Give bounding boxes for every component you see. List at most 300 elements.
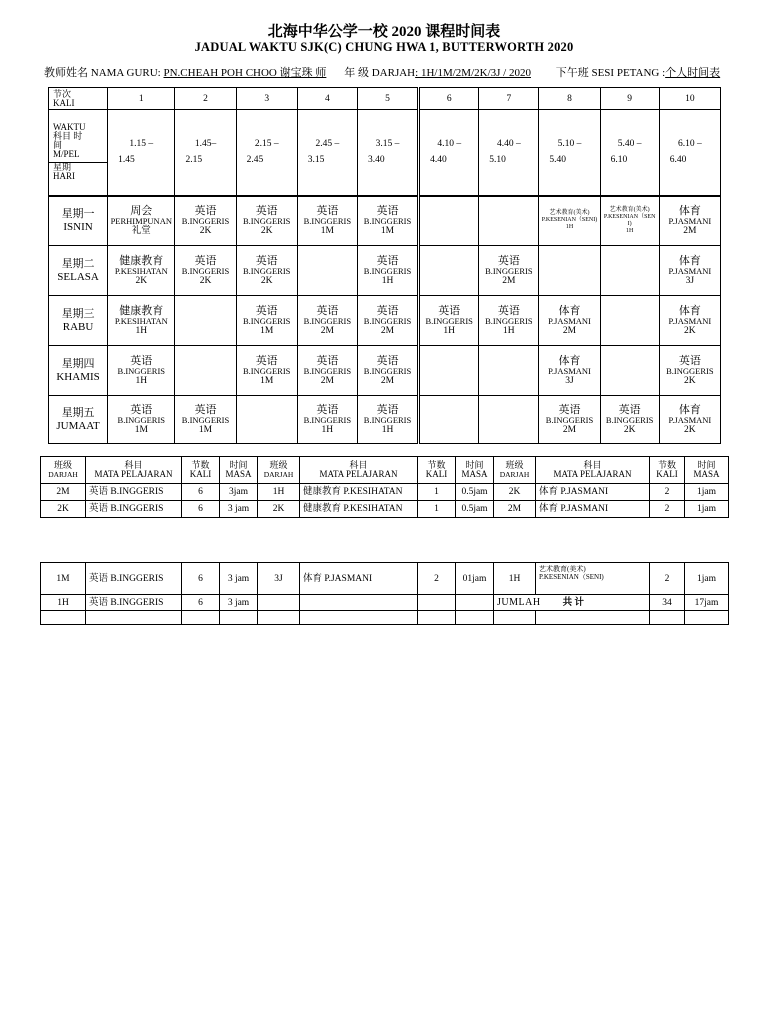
class-name: 2K (135, 275, 148, 286)
lesson-cell (600, 296, 659, 346)
subject-cn: 体育 (678, 304, 701, 317)
subject-cn: 体育 (558, 354, 581, 367)
lesson-cell (539, 346, 600, 396)
darjah-label: 年 级 DARJAH (344, 67, 416, 79)
time-start: 1.15 – (129, 139, 154, 150)
empty-cell (456, 611, 494, 625)
class-name: 1H (135, 325, 148, 336)
total-label-cell (494, 595, 650, 611)
lesson-cell (108, 246, 175, 296)
empty-cell (685, 611, 729, 625)
subject-my: B.INGGERIS (303, 315, 352, 326)
header-masa (220, 457, 258, 484)
header-class-cn: 班级 (505, 460, 524, 470)
lesson-cell (175, 246, 236, 296)
period-time (659, 110, 720, 196)
summary-subject: 体育 P.JASMANI (300, 563, 418, 595)
lesson-cell (659, 296, 720, 346)
lesson-cell (659, 346, 720, 396)
subject-cn: 英语 (497, 254, 520, 267)
subject-my: P.JASMANI (668, 215, 712, 226)
mpel-label: M/PEL (53, 149, 80, 160)
lesson-cell (297, 196, 357, 246)
subject-cn: 体育 (678, 403, 701, 416)
summary-row (41, 563, 729, 595)
class-name: 2M (380, 375, 395, 386)
class-name: 2K (199, 225, 212, 236)
subject-my: B.INGGERIS (242, 215, 291, 226)
darjah-value: : 1H/1M/2M/2K/3J / 2020 (415, 67, 531, 79)
summary-kali: 2 (650, 501, 685, 518)
lesson-cell (539, 196, 600, 246)
class-name: 2K (684, 325, 696, 336)
subject-cn: 英语 (194, 204, 217, 217)
subject-cn: 英语 (255, 204, 278, 217)
summary-masa: 0.5jam (456, 484, 494, 501)
header-subject (300, 457, 418, 484)
summary-row (41, 484, 729, 501)
day-row (49, 296, 721, 346)
subject-my: B.INGGERIS (425, 315, 473, 326)
lesson-cell (479, 296, 539, 346)
class-name: 2M (562, 325, 577, 336)
empty-cell (418, 611, 456, 625)
waktu-label: WAKTU (53, 122, 86, 133)
subject-cn: 英语 (194, 403, 217, 416)
subject-cn: 英语 (376, 403, 399, 416)
lesson-cell (539, 396, 600, 444)
day-my: JUMAAT (56, 419, 100, 432)
time-end: 6.40 (669, 155, 687, 166)
header-kali-my: KALI (656, 469, 678, 479)
header-subject-cn: 科目 (349, 460, 368, 470)
header-masa (456, 457, 494, 484)
subject-my: B.INGGERIS (485, 315, 533, 326)
kemu-label: 科目 时 (53, 131, 83, 142)
header-subject-my: MATA PELAJARAN (319, 469, 398, 479)
subject-my: B.INGGERIS (181, 414, 230, 425)
total-label: JUMLAH (497, 596, 541, 608)
header-kali-cn: 节数 (191, 460, 210, 470)
subject-my: B.INGGERIS (363, 265, 412, 276)
subject-my: P.JASMANI (668, 414, 712, 425)
header-class (494, 457, 536, 484)
summary-class: 1H (494, 563, 536, 595)
lesson-cell (419, 396, 479, 444)
summary-class: 2M (41, 484, 86, 501)
header-subject-my: MATA PELAJARAN (553, 469, 632, 479)
subject-my: B.INGGERIS (303, 414, 352, 425)
subject-cn: 艺术教育(美术) (549, 210, 590, 217)
summary-masa: 3jam (220, 484, 258, 501)
empty-cell (494, 611, 536, 625)
lesson-cell (419, 246, 479, 296)
subject-my: B.INGGERIS (303, 365, 352, 376)
summary-masa: 1jam (685, 484, 729, 501)
class-name: 3J (565, 375, 574, 386)
header-subject-cn: 科目 (583, 460, 602, 470)
subject-my: P.KESIHATAN (114, 265, 168, 276)
header-masa-cn: 时间 (229, 460, 248, 470)
summary-class: 2K (41, 501, 86, 518)
class-name: 2K (684, 375, 696, 386)
period-9: 9 (600, 88, 659, 110)
summary-kali: 6 (182, 501, 220, 518)
day-cn: 星期三 (61, 307, 95, 320)
class-name: 1M (380, 225, 395, 236)
empty-cell (650, 611, 685, 625)
subject-cn: 英语 (255, 254, 278, 267)
class-name: 2K (260, 225, 273, 236)
period-time (419, 110, 479, 196)
lesson-cell (419, 296, 479, 346)
period-6: 6 (419, 88, 479, 110)
lesson-cell (600, 246, 659, 296)
time-start: 3.15 – (375, 139, 400, 150)
subject-my: B.INGGERIS (605, 414, 654, 425)
lesson-cell (419, 196, 479, 246)
kemu-label-2: 间 (53, 140, 63, 151)
subject-my: B.INGGERIS (117, 414, 166, 425)
lesson-cell (479, 346, 539, 396)
summary-masa: 01jam (456, 563, 494, 595)
summary-class: 2K (258, 501, 300, 518)
day-cn: 星期四 (61, 357, 95, 370)
class-name: 3J (685, 275, 695, 286)
subject-my: P.KESENIAN（SENI) (603, 213, 656, 227)
subject-cn: 英语 (618, 403, 641, 416)
class-name: 1H (135, 375, 148, 386)
subject-cn: 英语 (316, 403, 339, 416)
class-name: 1H (625, 227, 634, 234)
class-name: 1M (260, 325, 274, 336)
lesson-cell (108, 396, 175, 444)
subject-my: B.INGGERIS (181, 215, 230, 226)
class-name: 1M (260, 375, 274, 386)
summary-subject: 英语 B.INGGERIS (86, 501, 182, 518)
header-subject-cn: 科目 (124, 460, 143, 470)
session-label: 下午班 SESI PETANG : (555, 67, 666, 79)
time-start: 4.10 – (437, 139, 462, 150)
subject-cn: 英语 (316, 354, 339, 367)
subject-my: B.INGGERIS (666, 365, 714, 376)
summary-class: 1H (41, 595, 86, 611)
subject-my: B.INGGERIS (545, 414, 594, 425)
subject-cn: 英语 (376, 354, 399, 367)
class-name: 2M (683, 225, 697, 236)
summary-kali (418, 595, 456, 611)
time-end: 5.40 (549, 155, 567, 166)
subject-my: B.INGGERIS (485, 265, 533, 276)
lesson-cell (357, 296, 418, 346)
subject-cn: 艺术教育(美术) (609, 206, 650, 213)
summary-class: 1H (258, 484, 300, 501)
subject-my: B.INGGERIS (242, 315, 291, 326)
header-kali-my: KALI (189, 469, 212, 479)
lesson-cell (108, 196, 175, 246)
subject-my: B.INGGERIS (363, 215, 412, 226)
header-kali (650, 457, 685, 484)
class-name: 2M (380, 325, 395, 336)
class-name: 1H (381, 424, 394, 435)
header-kali (418, 457, 456, 484)
lesson-cell (357, 396, 418, 444)
time-end: 3.15 (307, 155, 325, 166)
subject-cn: 体育 (558, 304, 581, 317)
lesson-cell (175, 196, 236, 246)
header-masa-cn: 时间 (697, 460, 716, 470)
summary-kali: 1 (418, 501, 456, 518)
day-cell (49, 246, 108, 296)
lesson-cell (659, 196, 720, 246)
lesson-cell (600, 196, 659, 246)
subject-my: P.KESENIAN（SENI) (539, 573, 604, 581)
summary-subject: 英语 B.INGGERIS (86, 563, 182, 595)
day-my: KHAMIS (56, 370, 100, 383)
info-line (44, 64, 734, 80)
summary-class (258, 595, 300, 611)
summary-masa: 3 jam (220, 595, 258, 611)
lesson-cell (479, 396, 539, 444)
hari-label: HARI (53, 171, 75, 182)
subject-my: P.JASMANI (548, 315, 591, 326)
subject-cn: 英语 (255, 354, 278, 367)
period-time (357, 110, 418, 196)
lesson-cell (539, 296, 600, 346)
lesson-cell (175, 396, 236, 444)
header-class-my: DARJAH (263, 470, 294, 479)
period-2: 2 (175, 88, 236, 110)
summary-kali: 2 (418, 563, 456, 595)
timetable (48, 87, 721, 444)
header-masa (685, 457, 729, 484)
class-name: 礼堂 (131, 225, 151, 236)
summary-subject: 健康教育 P.KESIHATAN (300, 484, 418, 501)
title-chinese: 北海中华公学一校 2020 课程时间表 (267, 24, 501, 40)
header-kali (182, 457, 220, 484)
period-7: 7 (479, 88, 539, 110)
lesson-cell (357, 346, 418, 396)
subject-my: B.INGGERIS (242, 365, 291, 376)
summary-kali: 2 (650, 563, 685, 595)
day-row (49, 346, 721, 396)
lesson-cell (297, 396, 357, 444)
period-10: 10 (659, 88, 720, 110)
header-masa-my: MASA (461, 469, 488, 479)
day-cell (49, 346, 108, 396)
summary-table (40, 456, 729, 518)
header-kali-my: KALI (425, 469, 448, 479)
day-cn: 星期五 (61, 406, 95, 419)
period-time (236, 110, 297, 196)
lesson-cell (297, 296, 357, 346)
teacher-value: PN.CHEAH POH CHOO 谢宝珠 师 (163, 67, 327, 79)
lesson-cell (479, 196, 539, 246)
header-kali-cn: 节数 (427, 460, 446, 470)
day-row (49, 396, 721, 444)
period-time (479, 110, 539, 196)
subject-cn: 英语 (376, 254, 399, 267)
summary-kali: 2 (650, 484, 685, 501)
lesson-cell (419, 346, 479, 396)
class-name: 1M (134, 424, 148, 435)
class-name: 1M (320, 225, 334, 236)
header-class (258, 457, 300, 484)
lesson-cell (297, 246, 357, 296)
time-start: 1.45– (194, 139, 217, 150)
class-name: 1H (443, 325, 455, 336)
time-start: 4.40 – (496, 139, 521, 150)
summary-class: 3J (258, 563, 300, 595)
period-time (539, 110, 600, 196)
subject-my: P.JASMANI (668, 315, 712, 326)
subject-cn: 英语 (316, 304, 339, 317)
time-start: 2.45 – (315, 139, 340, 150)
subject-cn: 英语 (558, 403, 581, 416)
summary-subject (536, 563, 650, 595)
subject-cn: 英语 (130, 403, 153, 416)
period-time (600, 110, 659, 196)
subject-my: B.INGGERIS (242, 265, 291, 276)
subject-cn: 周会 (130, 204, 153, 217)
day-my: SELASA (57, 270, 99, 283)
summary-masa: 1jam (685, 563, 729, 595)
header-class (41, 457, 86, 484)
class-name: 1M (198, 424, 213, 435)
lesson-cell (659, 246, 720, 296)
class-name: 1H (503, 325, 515, 336)
day-row (49, 246, 721, 296)
empty-cell (220, 611, 258, 625)
day-my: ISNIN (63, 220, 93, 233)
lesson-cell (236, 246, 297, 296)
empty-cell (86, 611, 182, 625)
subject-my: P.KESIHATAN (114, 315, 168, 326)
total-label-cn: 共 计 (562, 597, 584, 608)
lesson-cell (600, 346, 659, 396)
subject-cn: 英语 (376, 304, 399, 317)
subject-cn: 艺术教育(美术) (539, 565, 586, 573)
period-time (297, 110, 357, 196)
header-class-my: DARJAH (48, 470, 78, 479)
summary-subject: 体育 P.JASMANI (536, 484, 650, 501)
header-kali-cn: 节数 (657, 460, 676, 470)
total-masa: 17jam (685, 595, 729, 611)
total-kali: 34 (650, 595, 685, 611)
session-value: 个人时间表 (665, 67, 721, 79)
day-cn: 星期一 (61, 207, 95, 220)
summary-masa (456, 595, 494, 611)
summary-row (41, 501, 729, 518)
empty-cell (258, 611, 300, 625)
header-class-cn: 班级 (53, 460, 72, 470)
class-name: 2K (684, 424, 696, 435)
time-end: 2.45 (246, 155, 264, 166)
subject-my: B.INGGERIS (303, 215, 352, 226)
summary-subject: 健康教育 P.KESIHATAN (300, 501, 418, 518)
lesson-cell (236, 296, 297, 346)
header-class-cn: 班级 (269, 460, 288, 470)
class-name: 2M (320, 375, 334, 386)
summary-subject (300, 595, 418, 611)
class-name: 2M (320, 325, 334, 336)
time-start: 5.10 – (557, 139, 582, 150)
lesson-cell (297, 346, 357, 396)
subject-cn: 体育 (678, 204, 701, 217)
header-class-my: DARJAH (499, 470, 530, 479)
summary-table-2 (40, 562, 729, 625)
period-5: 5 (357, 88, 418, 110)
subject-cn: 英语 (497, 304, 520, 317)
day-cell (49, 396, 108, 444)
time-end: 5.10 (489, 155, 506, 166)
summary-class: 1M (41, 563, 86, 595)
period-time (175, 110, 236, 196)
summary-class: 2M (494, 501, 536, 518)
summary-subject: 体育 P.JASMANI (536, 501, 650, 518)
subject-cn: 英语 (376, 204, 399, 217)
header-subject (86, 457, 182, 484)
lesson-cell (659, 396, 720, 444)
header-subject-my: MATA PELAJARAN (94, 469, 173, 479)
header-masa-my: MASA (225, 469, 252, 479)
subject-my: B.INGGERIS (181, 265, 230, 276)
lesson-cell (108, 296, 175, 346)
summary-subject: 英语 B.INGGERIS (86, 484, 182, 501)
hari-cn: 星期 (49, 162, 107, 172)
subject-my: PERHIMPUNAN (110, 215, 172, 226)
class-name: 1H (565, 224, 574, 231)
time-end: 6.10 (610, 155, 628, 166)
kali-header (49, 88, 108, 110)
summary-kali: 1 (418, 484, 456, 501)
subject-cn: 英语 (130, 354, 153, 367)
time-start: 6.10 – (677, 139, 702, 150)
lesson-cell (357, 246, 418, 296)
lesson-cell (175, 296, 236, 346)
teacher-label: 教师姓名 NAMA GURU: (44, 67, 161, 79)
period-time (108, 110, 175, 196)
summary-masa: 3 jam (220, 501, 258, 518)
period-8: 8 (539, 88, 600, 110)
subject-my: P.KESENIAN（SENI) (541, 217, 598, 224)
subject-cn: 体育 (678, 254, 701, 267)
time-start: 5.40 – (617, 139, 642, 150)
time-end: 4.40 (430, 155, 447, 166)
time-end: 1.45 (118, 155, 135, 166)
class-name: 1H (381, 275, 394, 286)
subject-cn: 英语 (438, 304, 461, 317)
subject-my: B.INGGERIS (363, 414, 412, 425)
subject-cn: 英语 (678, 354, 701, 367)
time-end: 2.15 (185, 155, 203, 166)
lesson-cell (479, 246, 539, 296)
lesson-cell (236, 396, 297, 444)
subject-my: P.JASMANI (668, 265, 712, 276)
day-row (49, 196, 721, 246)
subject-cn: 健康教育 (119, 254, 164, 267)
day-my: RABU (62, 320, 94, 333)
header-masa-my: MASA (693, 469, 720, 479)
kali-label-cn: 节次 (53, 88, 72, 99)
empty-cell (300, 611, 418, 625)
lesson-cell (175, 346, 236, 396)
time-end: 3.40 (367, 155, 385, 166)
time-start: 2.15 – (254, 139, 279, 150)
header-masa-cn: 时间 (465, 460, 484, 470)
period-1: 1 (108, 88, 175, 110)
lesson-cell (236, 346, 297, 396)
